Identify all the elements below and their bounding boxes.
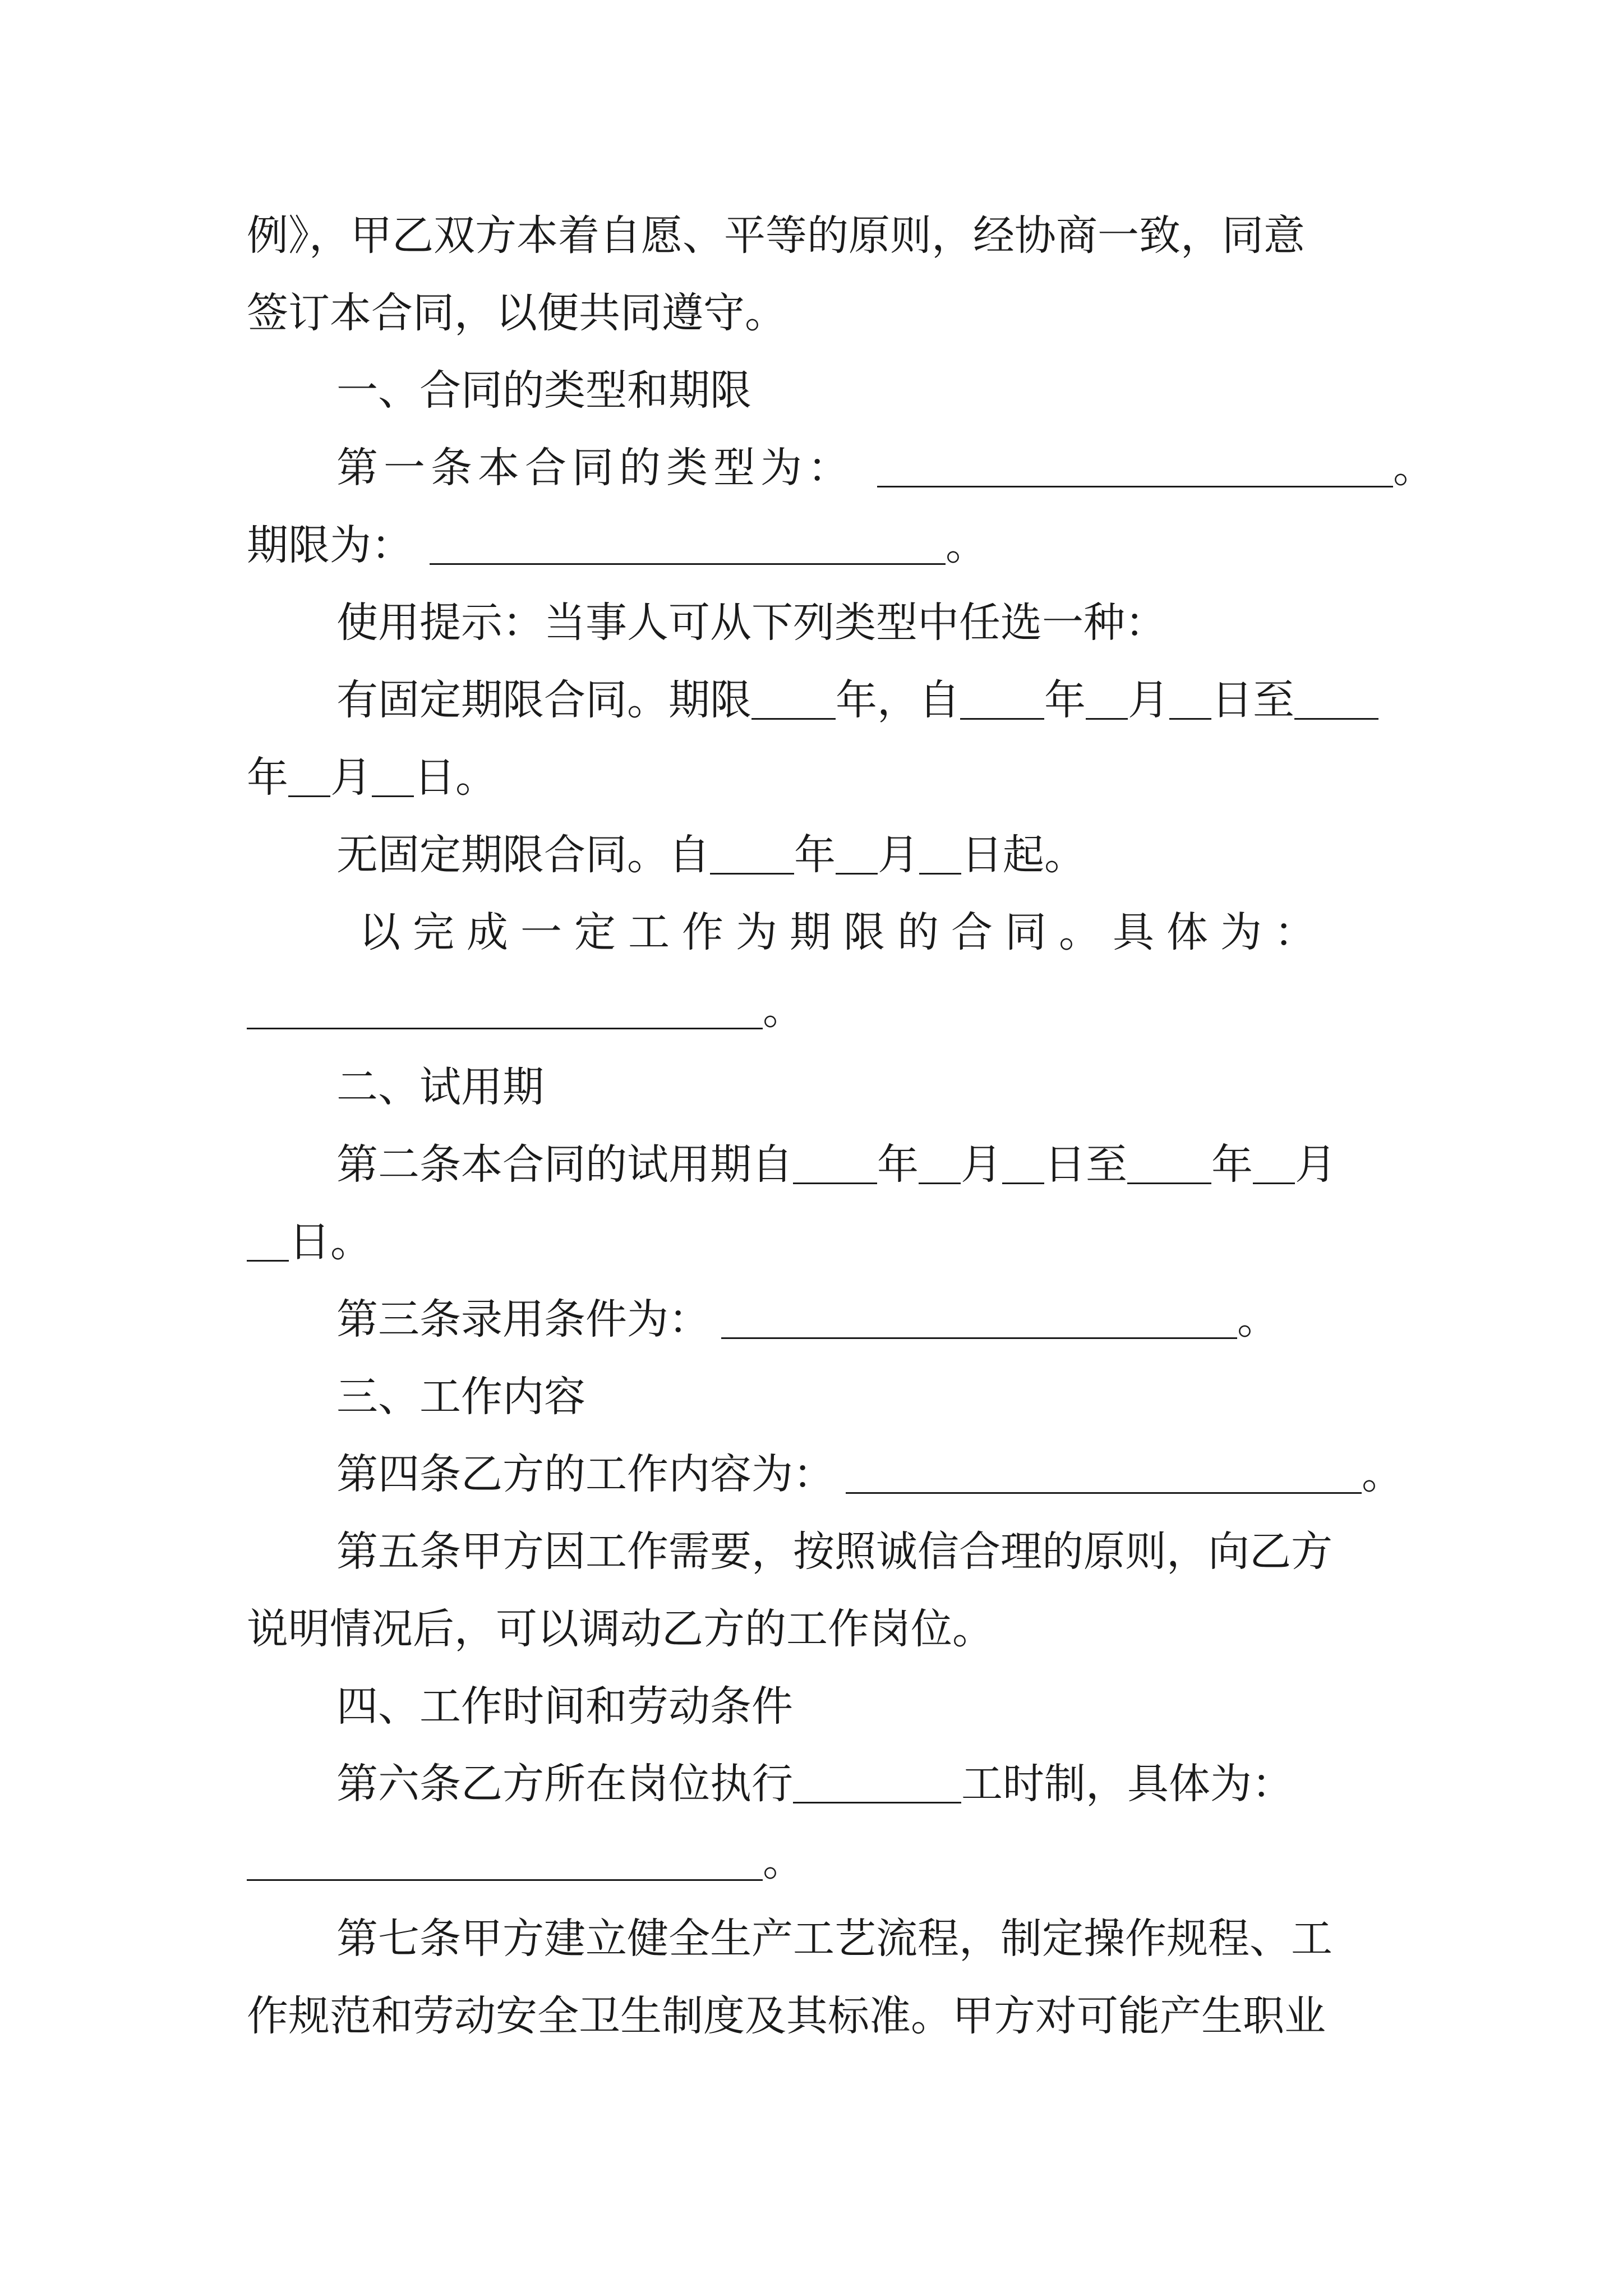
- heading-text: 一、合同的类型和期限: [336, 366, 751, 415]
- end-month-blank[interactable]: [288, 749, 330, 797]
- article-7-line-cont: [247, 1988, 1326, 2044]
- text: 第三条录用条件为：: [336, 1295, 710, 1343]
- article-6-blank-line: [247, 1833, 804, 1889]
- text: 。: [1362, 1450, 1403, 1498]
- section-heading-4: [336, 1678, 793, 1734]
- article-2-line: [336, 1137, 1336, 1193]
- probation-end-year-blank[interactable]: [1127, 1137, 1211, 1184]
- text: 工时制，具体为：: [961, 1760, 1293, 1808]
- text: 。: [1393, 444, 1435, 492]
- start-day-blank[interactable]: [1169, 672, 1211, 720]
- text: 月: [1128, 676, 1169, 724]
- start-month-blank[interactable]: [1086, 672, 1128, 720]
- article-4-line: [336, 1446, 1403, 1502]
- text: 第二条本合同的试用期自: [336, 1140, 793, 1189]
- task-term-blank-line: [247, 982, 804, 1038]
- open-start-year-blank[interactable]: [710, 827, 794, 875]
- article-2-line-cont: [247, 1214, 372, 1270]
- end-year-blank[interactable]: [1294, 672, 1378, 720]
- text: 月: [330, 753, 372, 802]
- end-day-blank[interactable]: [372, 749, 414, 797]
- fixed-term-line: [336, 672, 1378, 728]
- probation-end-day-blank[interactable]: [247, 1214, 289, 1262]
- text: 年: [836, 676, 877, 724]
- usage-hint: [336, 595, 1166, 651]
- probation-start-year-blank[interactable]: [793, 1137, 877, 1184]
- open-start-day-blank[interactable]: [919, 827, 961, 875]
- section-heading-1: [336, 362, 751, 418]
- text: 无固定期限合同。自: [336, 831, 710, 879]
- label: 第一条本合同的类型为：: [336, 444, 855, 492]
- article-6-line: [336, 1756, 1293, 1812]
- text: 至: [1253, 676, 1294, 724]
- text: 。: [763, 1837, 804, 1885]
- article-5-line: [336, 1524, 1332, 1580]
- start-year-blank[interactable]: [960, 672, 1044, 720]
- text: 有固定期限合同。期限: [336, 676, 751, 724]
- section-heading-3: [336, 1369, 585, 1425]
- article-3-line: [336, 1291, 1279, 1347]
- text: 以完成一定工作为期限的合同。具体为：: [359, 908, 1328, 956]
- body-line: [247, 285, 786, 341]
- text: 。: [1237, 1295, 1279, 1343]
- job-content-blank[interactable]: [846, 1446, 1362, 1494]
- heading-text: 三、工作内容: [336, 1373, 585, 1421]
- text: 例》，甲乙双方本着自愿、平等的原则，经协商一致，同意: [247, 211, 1305, 260]
- working-hours-system-blank[interactable]: [793, 1756, 961, 1803]
- probation-start-month-blank[interactable]: [919, 1137, 961, 1184]
- years-blank[interactable]: [751, 672, 836, 720]
- probation-start-day-blank[interactable]: [1002, 1137, 1044, 1184]
- text: 月: [878, 831, 919, 879]
- text: ，自: [877, 676, 960, 724]
- text: 月: [1295, 1140, 1336, 1189]
- hiring-conditions-blank[interactable]: [721, 1291, 1237, 1339]
- section-heading-2: [336, 1059, 544, 1115]
- text: 。: [946, 521, 987, 569]
- open-start-month-blank[interactable]: [836, 827, 878, 875]
- text: 年: [794, 831, 836, 879]
- body-line: [247, 208, 1305, 264]
- article-1-term-line: [247, 517, 987, 573]
- text: 年: [877, 1140, 919, 1189]
- article-7-line: [336, 1911, 1332, 1967]
- text: 使用提示：当事人可从下列类型中任选一种：: [336, 599, 1166, 647]
- text: 年: [1044, 676, 1086, 724]
- text: 日。: [289, 1218, 372, 1266]
- text: 日: [1211, 676, 1253, 724]
- article-1-type-line: [336, 440, 1435, 496]
- task-description-blank[interactable]: [247, 982, 763, 1029]
- term-blank[interactable]: [430, 517, 946, 565]
- working-hours-detail-blank[interactable]: [247, 1833, 763, 1881]
- open-term-line: [336, 827, 1086, 883]
- text: 年: [247, 753, 288, 802]
- text: 第四条乙方的工作内容为：: [336, 1450, 834, 1498]
- text: 第五条甲方因工作需要，按照诚信合理的原则，向乙方: [336, 1527, 1332, 1576]
- text: 说明情况后，可以调动乙方的工作岗位。: [247, 1605, 994, 1653]
- task-term-line: [359, 904, 1328, 960]
- fixed-term-line-cont: [247, 749, 497, 806]
- text: 作规范和劳动安全卫生制度及其标准。甲方对可能产生职业: [247, 1992, 1326, 2040]
- text: 第六条乙方所在岗位执行: [336, 1760, 793, 1808]
- text: 。: [763, 986, 804, 1034]
- article-5-line-cont: [247, 1601, 994, 1657]
- text: 第七条甲方建立健全生产工艺流程，制定操作规程、工: [336, 1915, 1332, 1963]
- text: 日: [1044, 1140, 1086, 1189]
- contract-type-blank[interactable]: [877, 440, 1393, 487]
- probation-end-month-blank[interactable]: [1253, 1137, 1295, 1184]
- label: 期限为：: [247, 521, 413, 569]
- heading-text: 四、工作时间和劳动条件: [336, 1682, 793, 1731]
- text: 签订本合同，以便共同遵守。: [247, 289, 786, 337]
- text: 日。: [414, 753, 497, 802]
- heading-text: 二、试用期: [336, 1063, 544, 1111]
- text: 日起。: [961, 831, 1086, 879]
- text: 至: [1086, 1140, 1127, 1189]
- text: 年: [1211, 1140, 1253, 1189]
- text: 月: [961, 1140, 1002, 1189]
